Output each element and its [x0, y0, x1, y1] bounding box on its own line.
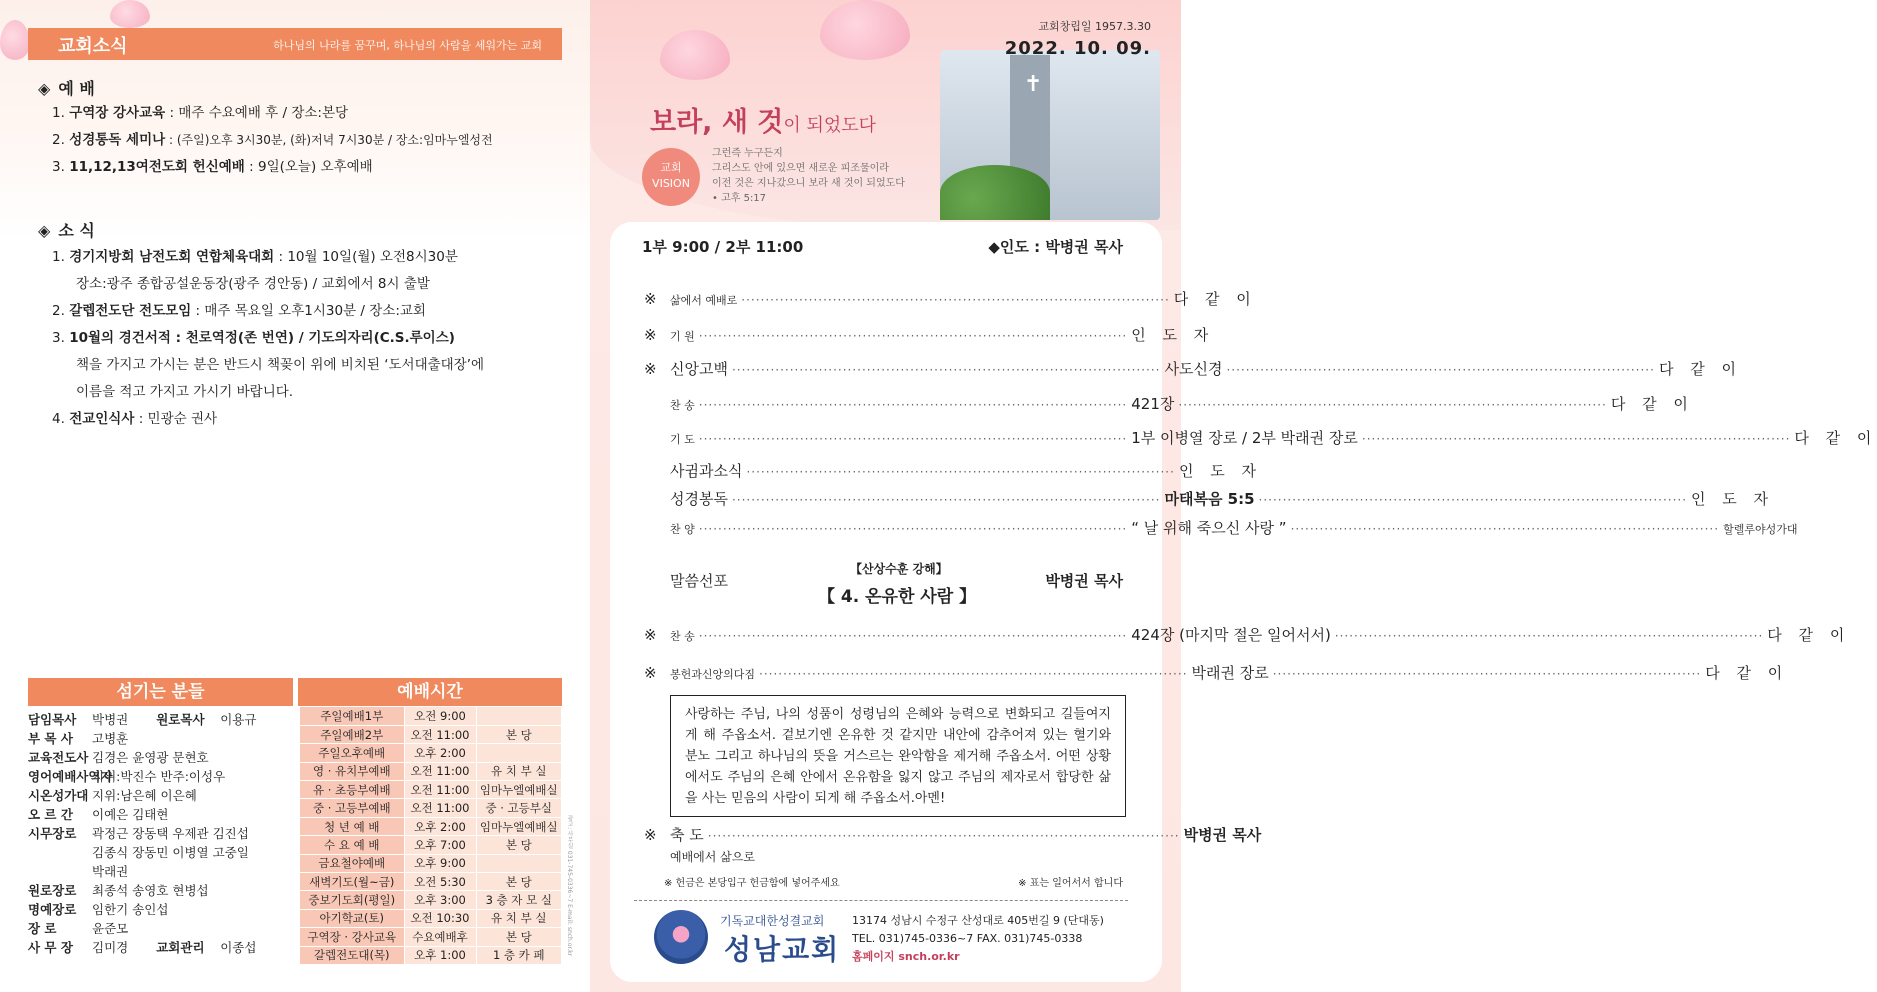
- schedule-table: [300, 707, 562, 965]
- order-item: ※ 찬 송 ························································································· 424장 (마지막 절은 일어서서) ························································································· 다 같 이: [644, 626, 1851, 644]
- prayer-box: 사랑하는 주님, 나의 성품이 성령님의 은혜와 능력으로 변화되고 길들여지게 해 주옵소서. 겉보기엔 온유한 것 같지만 내안에 감추어져 있는 혈기와 분노 그리고 하나님의 뜻을 거스르는 완악함을 제거해 주옵소서. 어떤 상황에서도 주님의 은혜 안에서 온유함을 잃지 않고 주님의 제자로서 합당한 삶을 사는 믿음의 사람이 되게 해 주옵소서.아멘!: [670, 695, 1126, 817]
- table-row: 청 년 예 배 오후 2:00 임마누엘예배실: [300, 817, 562, 835]
- church-logo-icon: [654, 910, 708, 964]
- standing-note: ※ 표는 일어서서 합니다: [1018, 878, 1123, 889]
- worship-leader: ◆인도 : 박병권 목사: [988, 238, 1123, 256]
- sermon-preacher: 박병권 목사: [1045, 572, 1123, 590]
- church-name: 성남교회: [724, 933, 841, 966]
- benediction-sub: 예배에서 삶으로: [670, 850, 755, 864]
- order-item: 찬 송 ························································································· 421장 ························································································· 다 같 이: [670, 395, 1694, 413]
- staff-row: 부 목 사 고병훈: [28, 731, 129, 746]
- order-item: ※ 신앙고백 ························································································· 사도신경 ························································································· 다 같 이: [644, 360, 1742, 378]
- order-page: [590, 0, 1877, 992]
- staff-row: 오 르 간 이예은 김태현: [28, 807, 169, 822]
- sermon-series: 【산상수훈 강해】: [850, 562, 948, 576]
- news-list: [52, 244, 484, 433]
- list-item: 2. 갈렙전도단 전도모임 : 매주 목요일 오후1시30분 / 장소:교회: [52, 303, 426, 319]
- staff-row: 교육전도사 김경은 윤영광 문현호: [28, 750, 209, 765]
- church-contact: [852, 912, 1104, 966]
- list-item: 1. 경기지방회 남전도회 연합체육대회 : 10월 10일(월) 오전8시30분 장소:광주 종합공설운동장(광주 경안동) / 교회에서 8시 출발: [52, 249, 458, 292]
- list-item: 3. 11,12,13여전도회 헌신예배 : 9일(오늘) 오후예배: [52, 159, 373, 175]
- table-row: 영 · 유치부예배 오전 11:00 유 치 부 실: [300, 762, 562, 780]
- table-row: 새벽기도(월~금) 오전 5:30 본 당: [300, 873, 562, 891]
- vision-title: 보라, 새 것이 되었도다: [650, 107, 877, 138]
- order-item: ※ 삶에서 예배로 ························································································· 다 같 이: [644, 290, 1257, 308]
- denomination: 기독교대한성결교회: [720, 914, 825, 928]
- staff-row: 김종식 장동민 이병열 고중일: [92, 845, 249, 860]
- list-item: 2. 성경통독 세미나 : (주일)오후 3시30분, (화)저녁 7시30분 / 장소:임마누엘성전: [52, 132, 493, 148]
- order-item: ※ 봉헌과신앙의다짐 ························································································· 박래권 장로 ························································································· 다 같 이: [644, 664, 1789, 682]
- diamond-icon: ◈: [38, 221, 51, 240]
- order-item: 찬 양 ························································································· “ 날 위해 죽으신 사랑 ” ························································································· 할렐루야성가대: [670, 519, 1798, 537]
- order-item: ※ 기 원 ························································································· 인 도 자: [644, 326, 1215, 344]
- sermon-title: 【 4. 온유한 사람 】: [818, 587, 977, 607]
- order-item: 사귐과소식 ························································································· 인 도 자: [670, 462, 1262, 480]
- address: 13174 성남시 수정구 산성대로 405번길 9 (단대동): [852, 914, 1104, 927]
- staff-row: 원로장로 최종석 송영호 현병섭: [28, 883, 209, 898]
- staff-list: [28, 710, 293, 957]
- table-row: 유 · 초등부예배 오전 11:00 임마누엘예배실: [300, 781, 562, 799]
- schedule-title: 예배시간: [298, 678, 562, 706]
- worship-list: [52, 100, 493, 181]
- list-item: 3. 10월의 경건서적 : 천로역정(존 번연) / 기도의자리(C.S.루이스) 책을 가지고 가시는 분은 반드시 책꽂이 위에 비치된 ‘도서대출대장’에 이름을 적고 가지고 가시기 바랍니다.: [52, 330, 485, 400]
- offering-note: ※ 헌금은 본당입구 헌금함에 넣어주세요: [664, 878, 840, 889]
- order-item-benediction: ※ 축 도 ·································································································· 박병권 목사: [644, 826, 1262, 844]
- table-row: 주일예배2부 오전 11:00 본 당: [300, 725, 562, 743]
- table-row: 중보기도회(평일) 오후 3:00 3 층 자 모 실: [300, 891, 562, 909]
- website-link[interactable]: 홈페이지 snch.or.kr: [852, 950, 960, 963]
- table-row: 금요철야예배 오후 9:00: [300, 854, 562, 872]
- table-row: 아기학교(토) 오전 10:30 유 치 부 실: [300, 909, 562, 927]
- side-text: 광고: 사무실 031-745-0336~7 E-mail: snch.or.kr: [566, 815, 573, 957]
- table-row: 중 · 고등부예배 오전 11:00 중 · 고등부실: [300, 799, 562, 817]
- table-row: 주일예배1부 오전 9:00: [300, 707, 562, 725]
- list-item: 4. 전교인식사 : 민광순 권사: [52, 411, 218, 427]
- table-row: 수 요 예 배 오후 7:00 본 당: [300, 836, 562, 854]
- order-item: 성경봉독 ························································································· 마태복음 5:5 ························································································· 인 도 자: [670, 490, 1775, 508]
- news-header-subtitle: 하나님의 나라를 꿈꾸며, 하나님의 사람을 세워가는 교회: [273, 39, 542, 52]
- staff-row: 영어예배사역자 지위:박진수 반주:이성우: [28, 769, 226, 784]
- flower-decoration: [0, 20, 30, 60]
- vision-verse: 그런즉 누구든지 그리스도 안에 있으면 새로운 피조물이라 이전 것은 지나갔으니 보라 새 것이 되었도다 • 고후 5:17: [712, 148, 905, 204]
- divider: [634, 900, 1128, 901]
- staff-row: 사 무 장 김미경 교회관리 이종섭: [28, 940, 257, 955]
- staff-row: 장 로 윤준모: [28, 921, 129, 936]
- bulletin-date: 2022. 10. 09.: [1004, 38, 1151, 59]
- sermon-label: 말씀선포: [670, 572, 728, 590]
- table-row: 주일오후예배 오후 2:00: [300, 744, 562, 762]
- news-header-title: 교회소식: [58, 36, 128, 57]
- vision-badge: 교회 VISION: [642, 148, 700, 206]
- worship-section-title: ◈ 예 배: [38, 79, 95, 98]
- news-section-title: ◈ 소 식: [38, 221, 95, 240]
- church-building-image: ✝: [940, 50, 1160, 220]
- table-row: 구역장 · 강사교육 수요예배후 본 당: [300, 928, 562, 946]
- staff-title: 섬기는 분들: [28, 678, 293, 706]
- news-header: [28, 28, 562, 60]
- staff-row: 박래권: [92, 864, 129, 879]
- diamond-icon: ◈: [38, 79, 51, 98]
- staff-row: 담임목사 박병권 원로목사 이용규: [28, 712, 257, 727]
- staff-row: 시무장로 곽정근 장동택 우제관 김진섭: [28, 826, 249, 841]
- staff-row: 명예장로 임한기 송인섭: [28, 902, 169, 917]
- staff-row: 시온성가대 지위:남은혜 이은혜: [28, 788, 197, 803]
- phone: TEL. 031)745-0336~7 FAX. 031)745-0338: [852, 932, 1083, 945]
- table-row: 갈렙전도대(목) 오후 1:00 1 층 카 페: [300, 946, 562, 964]
- founded-date: 교회창립일 1957.3.30: [1038, 20, 1151, 33]
- order-item: 기 도 ························································································· 1부 이병열 장로 / 2부 박래권 장로 ························································································· 다 같 이: [670, 429, 1877, 447]
- service-time: 1부 9:00 / 2부 11:00: [642, 238, 804, 256]
- news-page: [0, 0, 590, 992]
- list-item: 1. 구역장 강사교육 : 매주 수요예배 후 / 장소:본당: [52, 105, 349, 121]
- flower-decoration: [110, 0, 150, 28]
